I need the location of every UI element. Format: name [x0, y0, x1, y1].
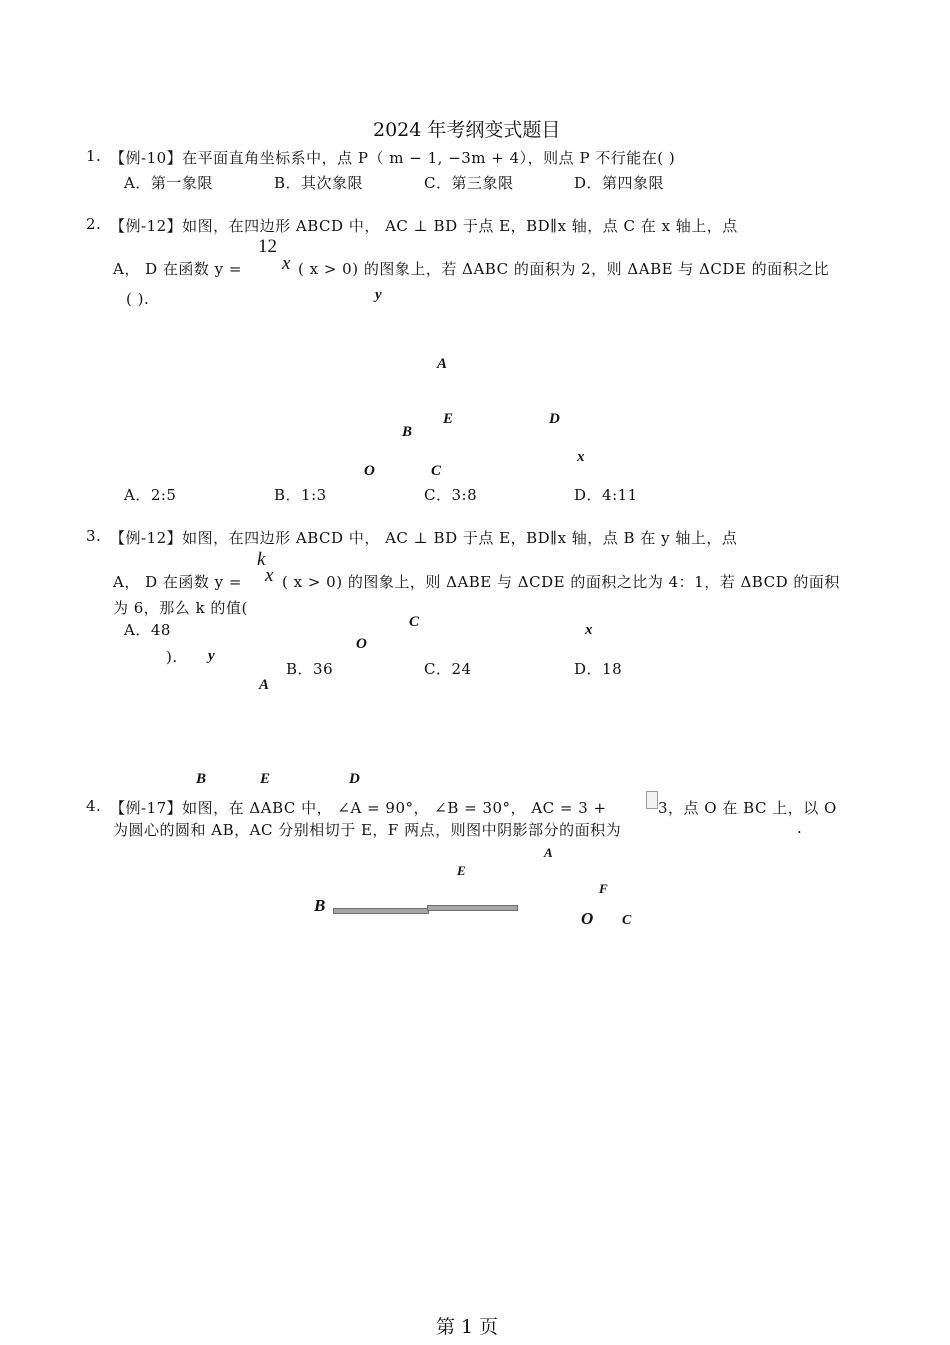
page-title: 2024 年考纲变式题目 — [373, 119, 561, 141]
q2-stem-line2b: ( x > 0) 的图象上，若 ΔABC 的面积为 2，则 ΔABE 与 ΔCDE 的面积之比 — [298, 260, 830, 278]
page-footer: 第 1 页 — [436, 1316, 499, 1338]
q2-fig-label-d: D — [549, 411, 560, 427]
q1-number: 1. — [86, 147, 102, 165]
q2-option-c: C．3:8 — [424, 486, 478, 504]
q4-fig-label-o: O — [581, 909, 594, 928]
q1-option-a: A．第一象限 — [124, 174, 213, 192]
q1-option-b: B．其次象限 — [274, 174, 364, 192]
q4-fig-label-f: F — [599, 881, 608, 896]
q2-fig-label-y: y — [375, 287, 382, 303]
q4-stem-line2: 为圆心的圆和 AB，AC 分别相切于 E，F 两点，则图中阴影部分的面积为 — [113, 821, 622, 839]
q3-stem-line2a: A， D 在函数 y = — [113, 573, 242, 591]
q2-option-b: B．1:3 — [274, 486, 327, 504]
sqrt-symbol-icon — [646, 791, 658, 809]
q2-answer-blank: ( ). — [126, 290, 150, 308]
q4-fig-label-b: B — [314, 896, 326, 915]
q2-fig-label-x: x — [577, 449, 585, 465]
q3-fig-label-y: y — [208, 648, 215, 664]
q3-number: 3. — [86, 527, 102, 545]
q2-stem-line2a: A， D 在函数 y = — [113, 260, 242, 278]
q2-fig-label-c: C — [431, 463, 442, 479]
q1-option-d: D．第四象限 — [574, 174, 665, 192]
q2-fig-label-o: O — [364, 463, 375, 479]
q1-option-c: C．第三象限 — [424, 174, 514, 192]
q3-fraction-denominator: x — [265, 565, 274, 586]
q3-answer-close: ). — [166, 648, 178, 666]
q3-fig-label-d: D — [349, 771, 360, 787]
q2-option-d: D．4:11 — [574, 486, 638, 504]
q1-stem: 【例-10】在平面直角坐标系中，点 P（ m − 1, −3m + 4），则点 P 不行能在( ) — [110, 149, 676, 167]
q4-fig-label-e: E — [457, 863, 466, 878]
q2-number: 2. — [86, 215, 102, 233]
q3-fig-label-o: O — [356, 636, 367, 652]
q4-number: 4. — [86, 797, 102, 815]
q4-stem-line1b: 3，点 O 在 BC 上，以 O — [658, 799, 837, 817]
q2-fig-label-e: E — [443, 411, 454, 427]
q2-option-a: A．2:5 — [124, 486, 177, 504]
q3-fig-label-x: x — [585, 622, 593, 638]
q3-fig-label-c: C — [409, 614, 420, 630]
q3-fig-label-e: E — [260, 771, 271, 787]
q3-fig-label-b: B — [196, 771, 207, 787]
q3-fig-label-a: A — [259, 677, 270, 693]
q3-option-c: C．24 — [424, 660, 472, 678]
q2-fig-label-a: A — [437, 356, 448, 372]
q3-stem-line2b: ( x > 0) 的图象上，则 ΔABE 与 ΔCDE 的面积之比为 4：1，若 ΔBCD 的面积 — [282, 573, 840, 591]
q2-fraction-denominator: x — [282, 253, 291, 274]
q4-figure-base-right — [427, 905, 518, 911]
q3-option-b: B．36 — [286, 660, 334, 678]
q3-stem-line3: 为 6，那么 k 的值( — [113, 599, 248, 617]
q3-fraction-numerator: k — [257, 549, 266, 570]
q4-fig-label-a: A — [544, 845, 553, 860]
q4-fig-label-c: C — [622, 913, 632, 928]
q3-option-d: D．18 — [574, 660, 623, 678]
q2-stem-line1: 【例-12】如图，在四边形 ABCD 中， AC ⊥ BD 于点 E，BD∥x 轴，点 C 在 x 轴上，点 — [110, 217, 738, 235]
q2-fraction-numerator: 12 — [258, 236, 277, 257]
q4-figure-base-left — [333, 908, 429, 914]
q3-stem-line1: 【例-12】如图，在四边形 ABCD 中， AC ⊥ BD 于点 E，BD∥x 轴，点 B 在 y 轴上，点 — [110, 529, 738, 547]
q2-fig-label-b: B — [402, 424, 413, 440]
q4-answer-blank-end: . — [797, 819, 803, 837]
q3-option-a: A．48 — [124, 621, 171, 639]
q4-stem-line1a: 【例-17】如图，在 ΔABC 中， ∠A = 90°， ∠B = 30°， AC = 3 + — [110, 799, 607, 817]
